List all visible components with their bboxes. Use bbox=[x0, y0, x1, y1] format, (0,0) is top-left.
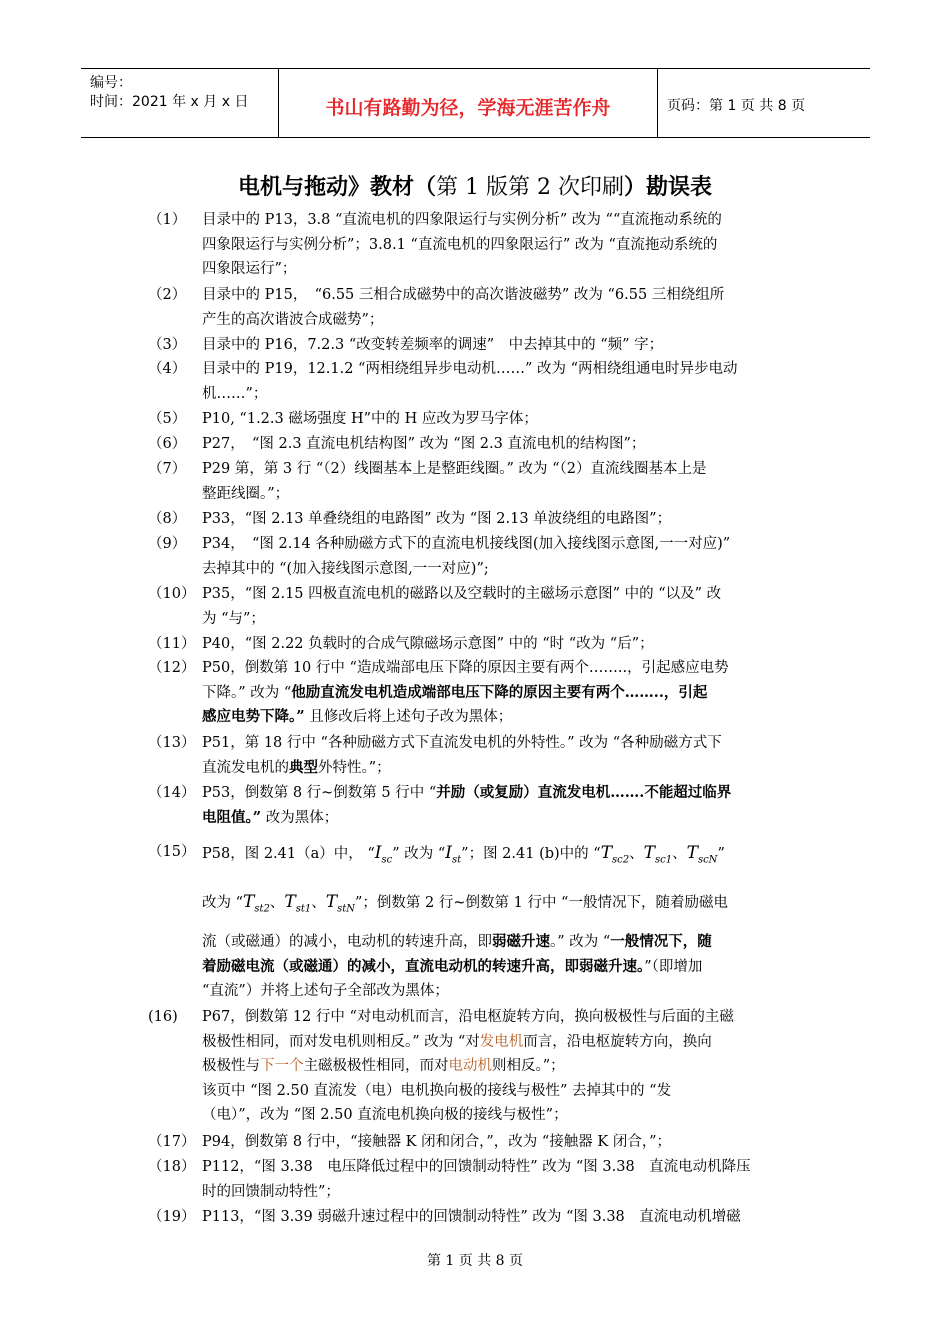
entry-number: （13） bbox=[148, 735, 196, 751]
entry-number: （12） bbox=[148, 660, 196, 676]
entry-line: 机……”； bbox=[202, 385, 268, 402]
title-part-3: ）勘误表 bbox=[623, 174, 712, 200]
header-motto-cell bbox=[279, 69, 658, 137]
entry-number: （2） bbox=[148, 287, 187, 303]
entry-line: P10, “1.2.3 磁场强度 H”中的 H 应改为罗马字体； bbox=[202, 411, 538, 427]
entry-text-run: P53，倒数第 8 行~倒数第 5 行中 “ bbox=[202, 785, 437, 801]
entry-line: P35，“图 2.15 四极直流电机的磁路以及空载时的主磁场示意图” 中的 “以及” 改 bbox=[202, 586, 722, 602]
formula-symbol: T bbox=[325, 892, 338, 912]
entry-line: 为 “与”； bbox=[202, 610, 265, 627]
formula-subscript: st bbox=[452, 854, 462, 866]
page-header bbox=[81, 68, 870, 138]
entry-text-run: ” 改为 “ bbox=[392, 846, 446, 862]
entry-text bbox=[202, 731, 808, 780]
formula-tsc1 bbox=[643, 843, 673, 866]
entry-text-run: 外特性。”； bbox=[318, 759, 391, 776]
formula-tsc2 bbox=[600, 843, 630, 866]
entry-text bbox=[202, 407, 808, 432]
entry-line: 四象限运行”； bbox=[202, 261, 297, 277]
highlighted-run: 发电机 bbox=[479, 1033, 524, 1050]
entry-number: （8） bbox=[148, 511, 187, 527]
highlighted-run: 电动机 bbox=[448, 1058, 492, 1074]
header-page-cell bbox=[658, 69, 870, 137]
formula-symbol: I bbox=[445, 843, 452, 863]
formula-tscn bbox=[686, 843, 718, 866]
entry-text bbox=[202, 840, 808, 873]
entry-text-run: 且修改后将上述句子改为黑体； bbox=[304, 709, 513, 725]
entry-number: （7） bbox=[148, 461, 187, 477]
entry-line: 产生的高次谐波合成磁势”； bbox=[202, 311, 384, 328]
formula-symbol: T bbox=[600, 843, 613, 863]
title-part-1: 电机与拖动》教材（ bbox=[238, 174, 437, 200]
entry-text bbox=[202, 1130, 808, 1155]
formula-symbol: T bbox=[686, 843, 698, 863]
entry-line bbox=[202, 930, 808, 955]
entry-number: （3） bbox=[148, 337, 187, 353]
entry-line: 该页中 “图 2.50 直流发（电）电机换向极的接线与极性” 去掉其中的 “发 bbox=[202, 1082, 672, 1099]
formula-isc bbox=[374, 843, 393, 866]
entry-bold-run: 电阻值。” bbox=[202, 808, 262, 826]
entry-number: (16) bbox=[148, 1009, 178, 1025]
entry-text bbox=[202, 1205, 808, 1230]
entry-text bbox=[202, 781, 808, 830]
entry-line: P94，倒数第 8 行中，“接触器 K 闭和闭合，”，改为 “接触器 K 闭合，”； bbox=[202, 1134, 672, 1150]
entry-text bbox=[202, 432, 808, 457]
entry-text bbox=[202, 656, 808, 730]
entry-bold-run: 他励直流发电机造成端部电压下降的原因主要有两个……..，引起 bbox=[291, 683, 708, 701]
formula-subscript: sc bbox=[381, 854, 393, 866]
entry-line bbox=[202, 681, 808, 706]
entry-line: P34， “图 2.14 各种励磁方式下的直流电机接线图(加入接线图示意图,一一对应)” bbox=[202, 536, 731, 552]
entry-line bbox=[202, 890, 808, 922]
entry-number: （4） bbox=[148, 361, 187, 377]
entry-number: （10） bbox=[148, 586, 196, 602]
entry-line: P112，“图 3.38 电压降低过程中的回馈制动特性” 改为 “图 3.38 直流电动机降压 bbox=[202, 1159, 751, 1175]
formula-tstn bbox=[325, 892, 355, 915]
entry-text bbox=[202, 457, 808, 506]
entry-line: “直流”）并将上述句子全部改为黑体； bbox=[202, 983, 449, 999]
formula-symbol: T bbox=[643, 843, 655, 863]
page-footer: 第 1 页 共 8 页 bbox=[426, 1253, 524, 1269]
entry-bold-run: 一般情况下，随 bbox=[610, 933, 712, 950]
entry-text-run: 则相反。”； bbox=[492, 1058, 565, 1074]
separator: 、 bbox=[672, 846, 687, 862]
entry-text-run: 主磁极极性相同，而对 bbox=[303, 1058, 449, 1074]
separator: 、 bbox=[269, 895, 285, 911]
entry-number: （11） bbox=[148, 636, 196, 652]
entry-text bbox=[202, 333, 808, 358]
entry-number: （17） bbox=[148, 1134, 196, 1150]
entry-line bbox=[202, 1030, 808, 1055]
entry-line: 目录中的 P19，12.1.2 “两相绕组异步电动机……” 改为 “两相绕组通电时异步电动 bbox=[202, 361, 738, 377]
entry-number: （18） bbox=[148, 1159, 196, 1175]
entry-number: （1） bbox=[148, 212, 187, 228]
entry-number: （14） bbox=[148, 785, 196, 801]
entry-text bbox=[202, 532, 808, 581]
entry-line: P40，“图 2.22 负载时的合成气隙磁场示意图” 中的 “时 “改为 “后”； bbox=[202, 636, 654, 652]
entry-line bbox=[202, 806, 808, 831]
formula-symbol: I bbox=[374, 843, 382, 863]
formula-symbol: T bbox=[243, 892, 255, 912]
entry-line: 时的回馈制动特性”； bbox=[202, 1183, 340, 1200]
formula-subscript: sc2 bbox=[612, 854, 630, 866]
formula-symbol: T bbox=[284, 892, 296, 912]
entry-text-run: 极极性相同，而对发电机则相反。” 改为 “对 bbox=[202, 1033, 480, 1050]
formula-subscript: st1 bbox=[295, 903, 312, 915]
entry-text bbox=[202, 283, 808, 332]
document-number-label: 编号： bbox=[90, 75, 132, 91]
separator: 、 bbox=[629, 846, 644, 862]
entry-text-run: ”；图 2.41 (b)中的 “ bbox=[461, 846, 601, 862]
entry-line bbox=[202, 1054, 808, 1079]
entry-text-run: 而言，沿电枢旋转方向，换向 bbox=[523, 1033, 712, 1050]
header-left-cell bbox=[81, 69, 279, 137]
entry-line: 四象限运行与实例分析”；3.8.1 “直流电机的四象限运行” 改为 “直流拖动系统的 bbox=[202, 236, 718, 253]
title-part-2: 第 1 版第 2 次印刷 bbox=[436, 175, 624, 200]
highlighted-run: 下一个 bbox=[260, 1058, 304, 1074]
entry-number: （6） bbox=[148, 436, 187, 452]
entry-line: 目录中的 P16，7.2.3 “改变转差频率的调速” 中去掉其中的 “频” 字； bbox=[202, 337, 664, 353]
entry-text-run: 流（或磁通）的减小，电动机的转速升高，即 bbox=[202, 934, 492, 950]
formula-subscript: stN bbox=[337, 903, 355, 915]
entry-text bbox=[202, 582, 808, 631]
entry-line bbox=[202, 756, 808, 781]
formula-ist bbox=[445, 843, 462, 866]
entry-line: P50，倒数第 10 行中 “造成端部电压下降的原因主要有两个……..，引起感应电势 bbox=[202, 660, 729, 676]
separator: 、 bbox=[311, 895, 326, 911]
document-title bbox=[0, 170, 950, 201]
entry-text-run: 极极性与 bbox=[202, 1058, 260, 1074]
entry-line: P27， “图 2.3 直流电机结构图” 改为 “图 2.3 直流电机的结构图”； bbox=[202, 436, 646, 452]
entry-line: P113，“图 3.39 弱磁升速过程中的回馈制动特性” 改为 “图 3.38 直流电动机增磁 bbox=[202, 1209, 741, 1225]
entry-bold-run: 并励（或复励）直流发电机…….不能超过临界 bbox=[436, 784, 732, 801]
document-date-label: 时间：2021 年 x 月 x 日 bbox=[90, 94, 249, 110]
entry-text-run: ”；倒数第 2 行~倒数第 1 行中 “一般情况下，随着励磁电 bbox=[355, 895, 728, 911]
entry-line: （电）”，改为 “图 2.50 直流电机换向极的接线与极性”； bbox=[202, 1107, 568, 1123]
formula-subscript: scN bbox=[697, 854, 718, 866]
entry-text-run: 。” 改为 “ bbox=[550, 934, 611, 950]
entry-number: （5） bbox=[148, 411, 187, 427]
entry-line bbox=[202, 840, 808, 873]
entry-line: 整距线圈。”； bbox=[202, 485, 290, 502]
entry-text bbox=[202, 1155, 808, 1204]
entry-text bbox=[202, 208, 808, 282]
entry-bold-run: 着励磁电流（或磁通）的减小，直流电动机的转速升高，即弱磁升速。 bbox=[202, 957, 645, 975]
entry-text-run: 直流发电机的 bbox=[202, 759, 289, 776]
entry-text-run: 改为 “ bbox=[202, 895, 244, 911]
erratum-entry-15-continued bbox=[202, 890, 808, 922]
header-motto: 书山有路勤为径，学海无涯苦作舟 bbox=[325, 97, 611, 119]
entry-line: P33，“图 2.13 单叠绕组的电路图” 改为 “图 2.13 单波绕组的电路图”； bbox=[202, 511, 672, 527]
entry-text-run: P58，图 2.41（a）中， bbox=[202, 846, 363, 862]
formula-tst2 bbox=[243, 892, 270, 915]
erratum-entry-15-tail bbox=[202, 930, 808, 1004]
entry-text bbox=[202, 357, 808, 406]
header-page-info: 页码：第 1 页 共 8 页 bbox=[667, 98, 806, 114]
entry-text-run: ”（即增加 bbox=[644, 958, 703, 975]
entry-text bbox=[202, 1005, 808, 1128]
entry-text bbox=[202, 507, 808, 532]
entry-line: P67，倒数第 12 行中 “对电动机而言，沿电枢旋转方向，换向极极性与后面的主磁 bbox=[202, 1009, 734, 1025]
entry-bold-run: 感应电势下降。” bbox=[202, 708, 305, 725]
entry-line bbox=[202, 955, 808, 980]
entry-bold-run: 弱磁升速 bbox=[492, 933, 550, 950]
entry-line: 去掉其中的 “(加入接线图示意图,一一对应)”; bbox=[202, 560, 489, 577]
entry-line: 目录中的 P13，3.8 “直流电机的四象限运行与实例分析” 改为 ““直流拖动系统的 bbox=[202, 212, 722, 228]
formula-subscript: sc1 bbox=[655, 854, 673, 866]
entry-number: （15） bbox=[148, 844, 196, 860]
entry-number: （19） bbox=[148, 1209, 196, 1225]
entry-text-run: 下降。” 改为 “ bbox=[202, 684, 292, 701]
entry-text-run: 改为黑体； bbox=[261, 809, 339, 826]
entry-line bbox=[202, 705, 808, 730]
entry-bold-run: 典型 bbox=[289, 758, 318, 776]
entry-line bbox=[202, 781, 808, 806]
entry-number: （9） bbox=[148, 536, 187, 552]
quote-mark: ” bbox=[717, 846, 725, 862]
quote-mark: “ bbox=[367, 846, 375, 862]
formula-tst1 bbox=[284, 892, 312, 915]
entry-line: 目录中的 P15， “6.55 三相合成磁势中的高次谐波磁势” 改为 “6.55 三相绕组所 bbox=[202, 287, 725, 303]
entry-text bbox=[202, 632, 808, 657]
formula-subscript: st2 bbox=[254, 903, 270, 915]
entry-line: P51，第 18 行中 “各种励磁方式下直流发电机的外特性。” 改为 “各种励磁方式下 bbox=[202, 735, 722, 751]
entry-line: P29 第，第 3 行 “（2）线圈基本上是整距线圈。” 改为 “（2）直流线圈基本上是 bbox=[202, 461, 707, 477]
